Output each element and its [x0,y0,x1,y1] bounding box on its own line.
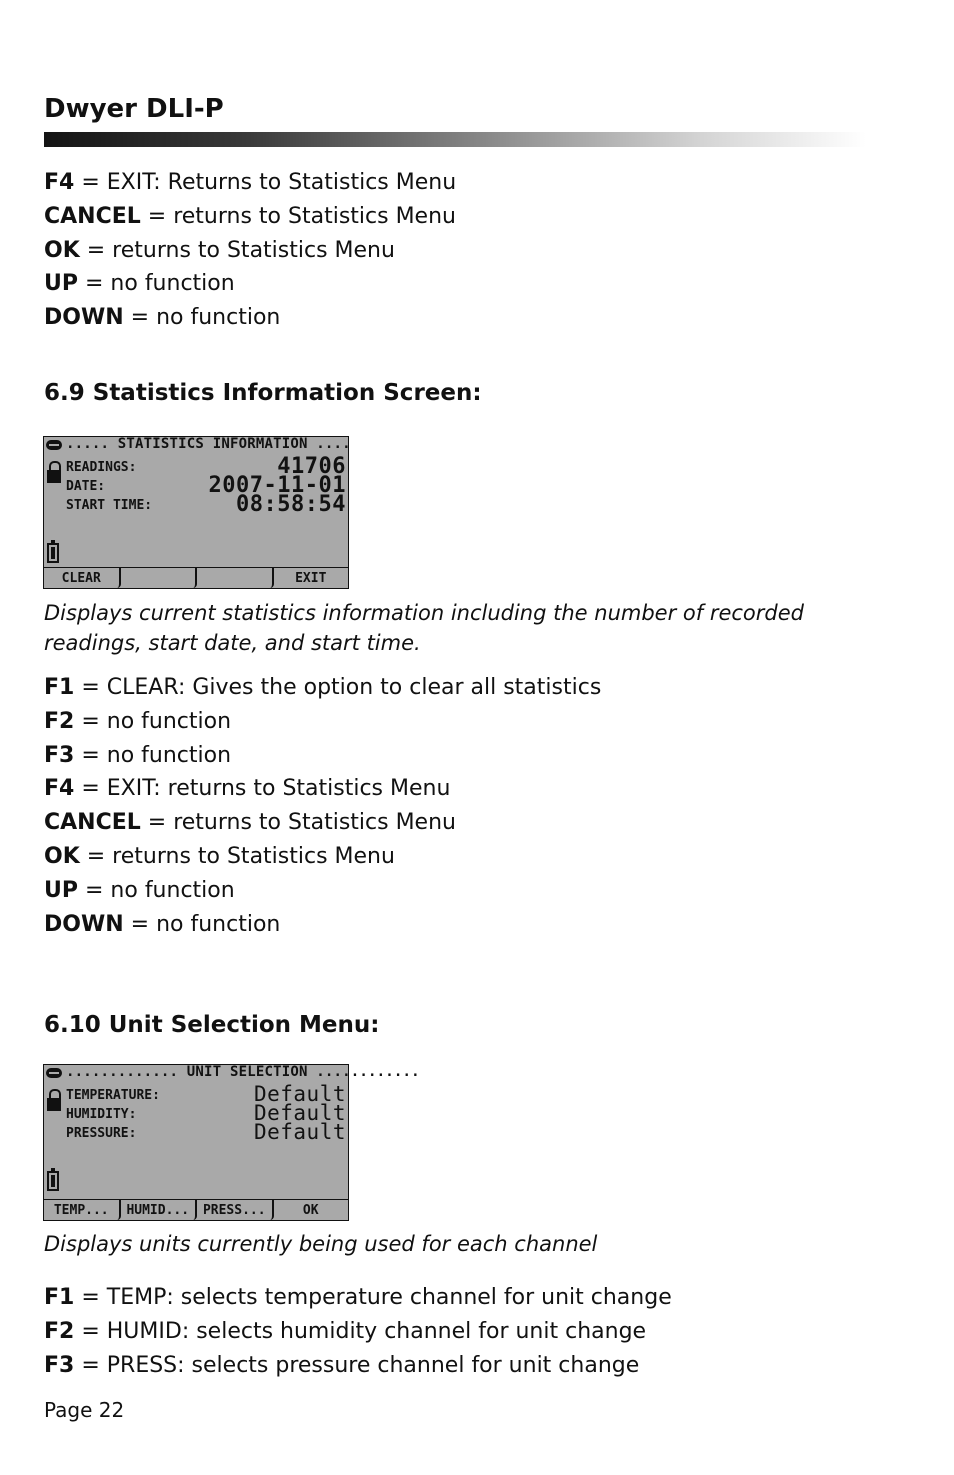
softkey-f3[interactable] [197,568,274,588]
softkey-press[interactable]: PRESS... [197,1200,274,1220]
key-label: UP [44,877,78,903]
key-description: = no function [78,877,235,903]
key-label: DOWN [44,911,124,937]
list-item [44,874,601,908]
key-description: = CLEAR: Gives the option to clear all statistics [74,675,602,700]
key-label: F2 [44,1318,75,1344]
list-item [44,840,601,874]
key-description: = EXIT: Returns to Statistics Menu [74,170,457,195]
lock-icon [47,1089,61,1111]
section-title-unit-selection: 6.10 Unit Selection Menu: [44,1012,380,1038]
list-item [44,1281,672,1315]
unit-functions-list [44,1281,672,1382]
key-description: = no function [74,742,232,768]
page-header-title: Dwyer DLI-P [44,94,224,124]
lcd-row-label: DATE: [66,479,106,494]
minus-icon [46,1068,62,1078]
statistics-lcd-screen [43,436,349,589]
lcd-row-pressure [66,1120,346,1144]
minus-icon [46,440,62,450]
list-item [44,301,456,335]
lcd-row-value: Default [253,1120,346,1144]
exit-keys-list [44,166,456,335]
list-item [44,1315,672,1349]
key-label: F1 [44,675,75,700]
lcd-row-value: 2007-11-01 [208,473,346,498]
lcd-row-start-time [66,492,346,517]
key-label: F3 [44,1352,75,1378]
lcd-softkeys [44,567,348,588]
key-label: OK [44,237,80,263]
key-label: CANCEL [44,810,141,836]
key-description: = PRESS: selects pressure channel for unit change [74,1352,640,1378]
key-description: = returns to Statistics Menu [79,843,395,869]
key-label: UP [44,271,78,297]
unit-selection-lcd-screen [43,1064,420,1221]
list-item [44,671,601,705]
statistics-caption: Displays current statistics information including the number of recorded readings, start date, and start time. [44,601,804,655]
list-item [44,166,456,200]
key-description: = no function [123,911,281,937]
key-label: DOWN [44,305,124,331]
key-label: CANCEL [44,203,141,229]
key-description: = returns to Statistics Menu [140,203,456,229]
key-description: = HUMID: selects humidity channel for unit change [74,1318,647,1344]
key-description: = no function [74,708,232,734]
key-label: F4 [44,170,75,195]
softkey-ok[interactable]: OK [302,1202,319,1218]
key-description: = no function [123,305,281,331]
key-label: F3 [44,742,75,768]
lcd-title: ............. UNIT SELECTION ............ [66,1064,420,1080]
lcd-row-value: Default [253,1101,346,1125]
softkey-exit[interactable]: EXIT [295,570,327,586]
statistics-functions-list [44,671,601,941]
list-item [44,1349,672,1383]
header-gradient-bar [44,132,866,147]
list-item [44,806,601,840]
key-label: OK [44,843,80,869]
lock-icon [47,461,61,483]
lcd-row-value: Default [253,1082,346,1106]
unit-selection-caption: Displays units currently being used for each channel [44,1232,598,1256]
lcd-softkeys [44,1199,348,1220]
key-description: = TEMP: selects temperature channel for unit change [74,1285,672,1310]
key-description: = no function [78,271,235,297]
lcd-row-label: HUMIDITY: [66,1107,137,1122]
softkey-humid[interactable]: HUMID... [121,1200,198,1220]
page-number: Page 22 [44,1398,125,1422]
list-item [44,267,456,301]
softkey-f2[interactable] [121,568,198,588]
list-item [44,739,601,773]
key-description: = returns to Statistics Menu [79,237,395,263]
key-description: = EXIT: returns to Statistics Menu [74,776,451,802]
battery-icon [47,543,59,563]
key-label: F1 [44,1285,75,1310]
list-item [44,200,456,234]
lcd-row-label: START TIME: [66,498,153,513]
list-item [44,772,601,806]
softkey-temp[interactable]: TEMP... [44,1200,121,1220]
softkey-clear[interactable]: CLEAR [44,568,121,588]
key-description: = returns to Statistics Menu [140,810,456,836]
lcd-row-label: READINGS: [66,460,137,475]
lcd-row-value: 41706 [277,454,346,479]
list-item [44,234,456,268]
key-label: F2 [44,708,75,734]
list-item [44,705,601,739]
lcd-row-value: 08:58:54 [236,492,346,517]
lcd-row-label: PRESSURE: [66,1126,137,1141]
section-title-statistics: 6.9 Statistics Information Screen: [44,380,482,406]
key-label: F4 [44,776,75,802]
lcd-title: ..... STATISTICS INFORMATION .... [66,436,351,452]
lcd-row-label: TEMPERATURE: [66,1088,160,1103]
battery-icon [47,1171,59,1191]
list-item [44,908,601,942]
